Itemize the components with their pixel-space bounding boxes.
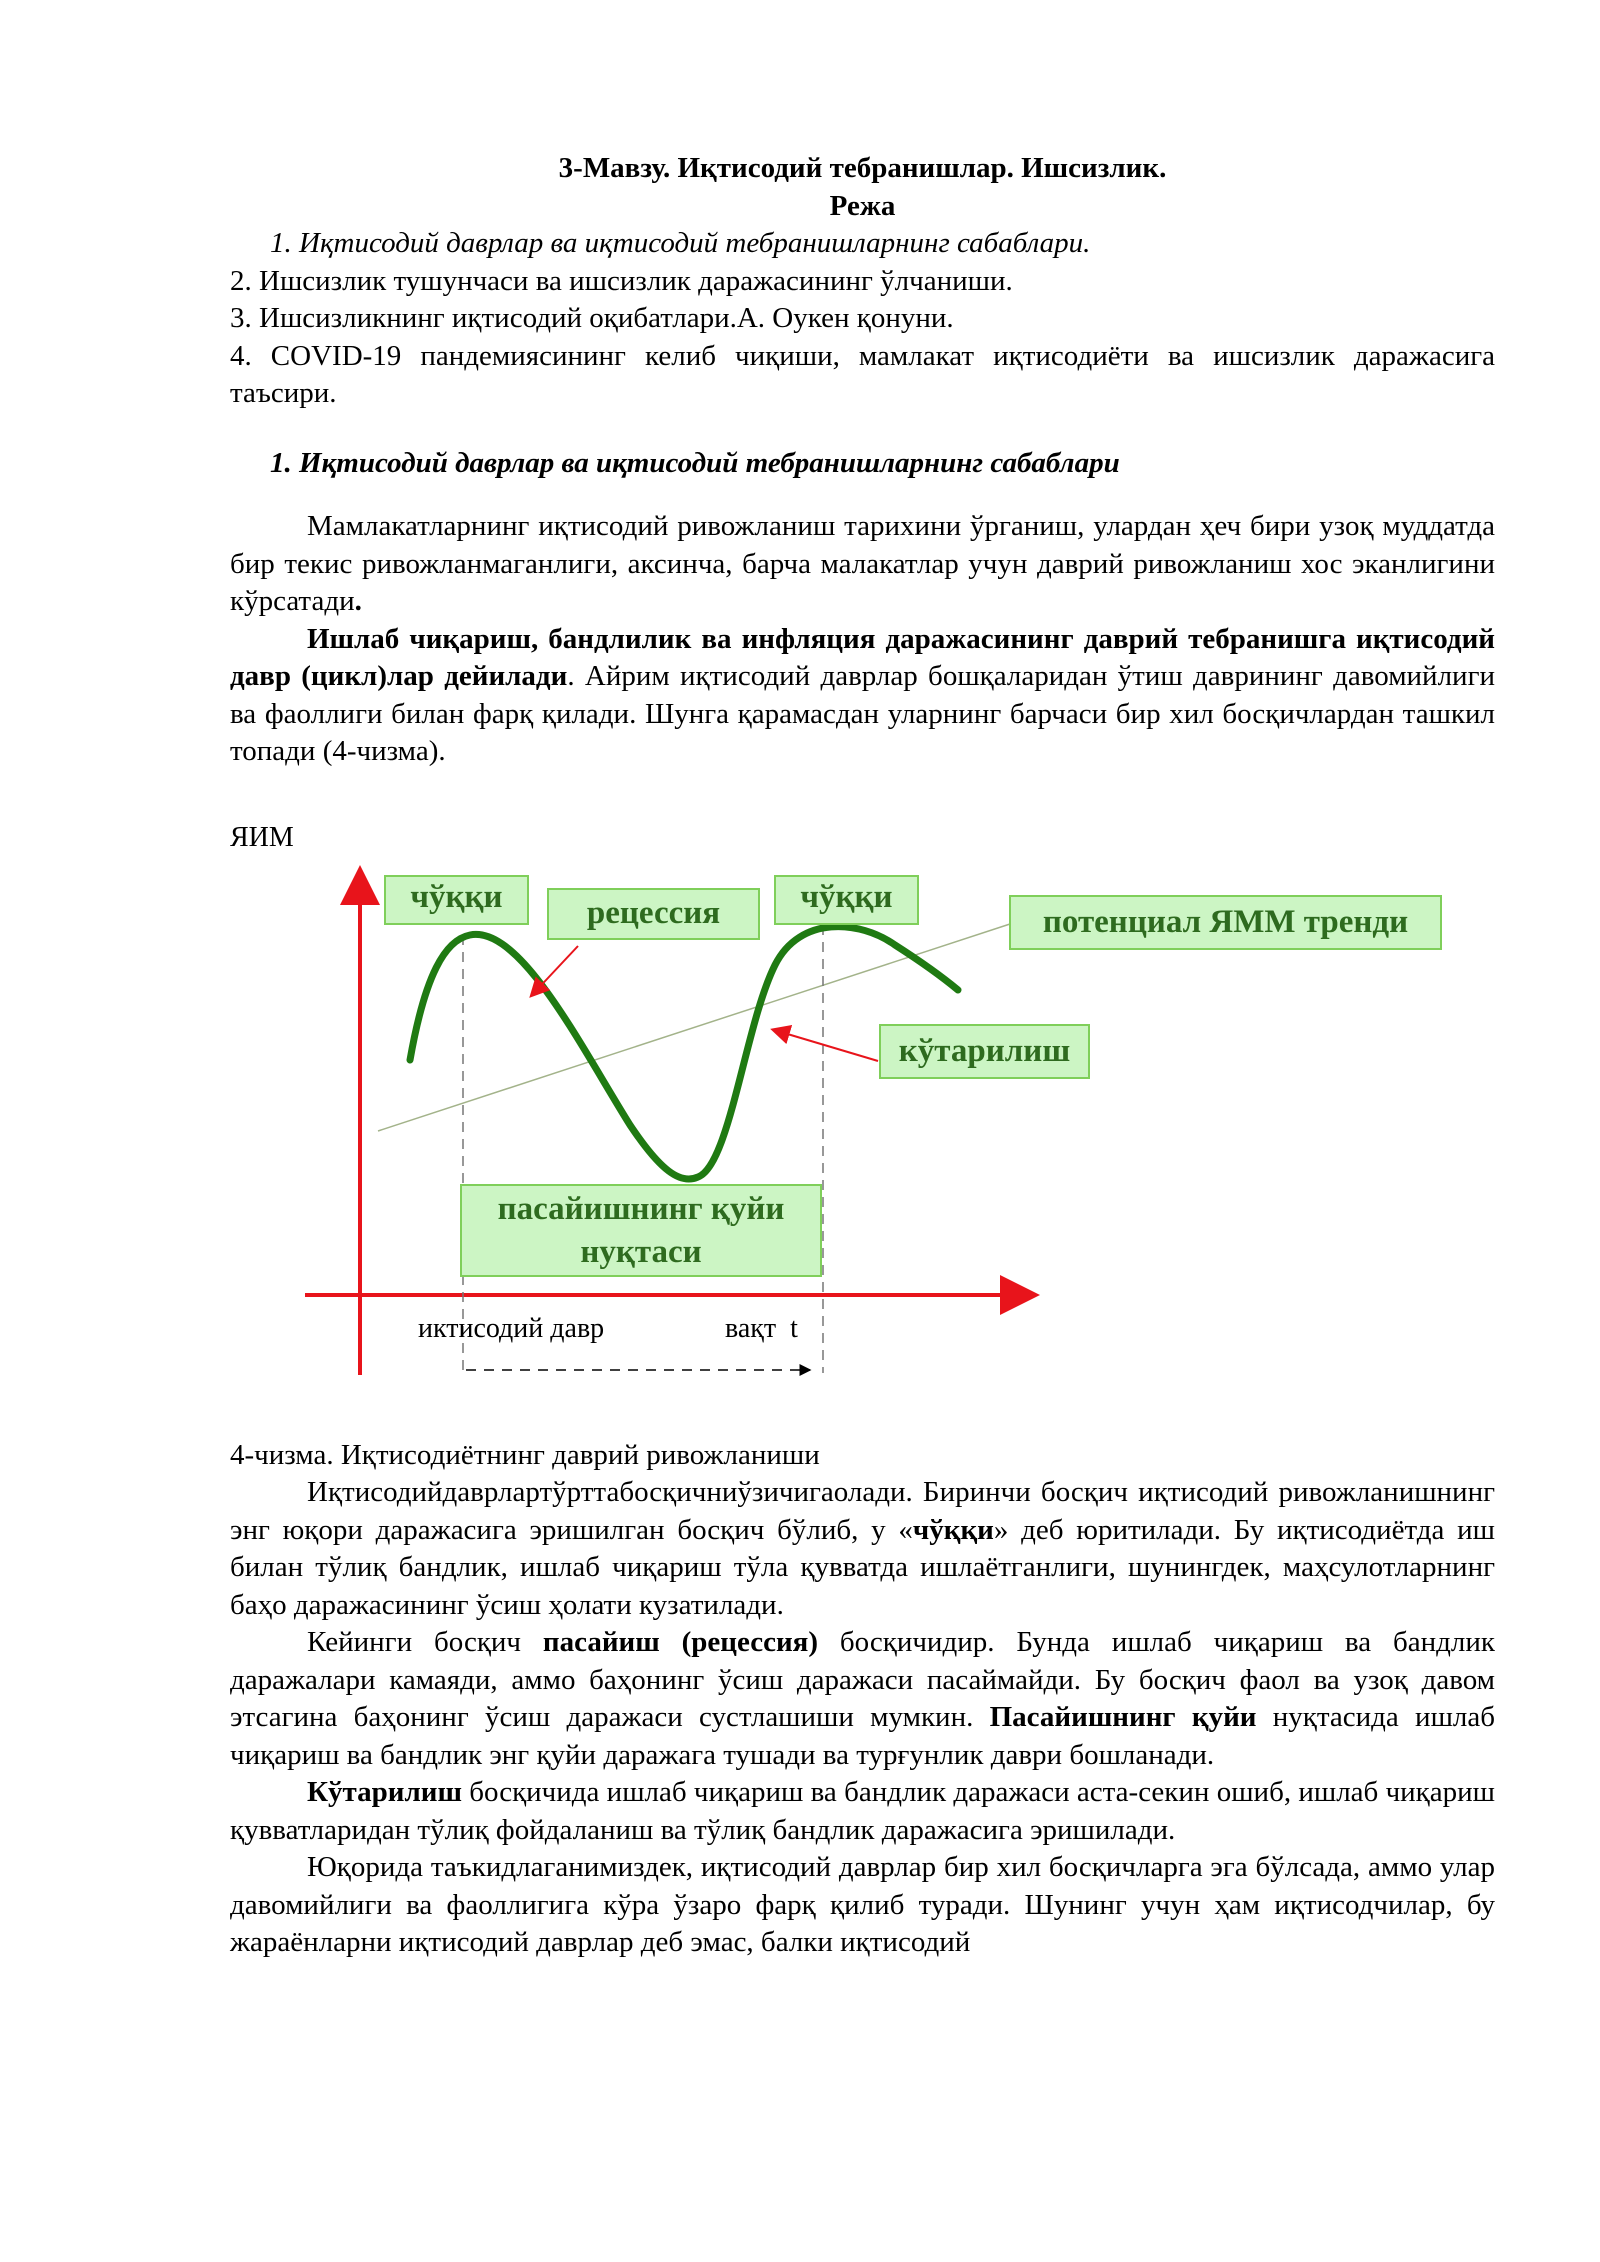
recession-label: рецессия <box>547 888 760 940</box>
trend-label: потенциал ЯММ тренди <box>1009 895 1442 950</box>
paragraph-4: Кейинги босқич пасайиш (рецессия) босқичидир. Бунда ишлаб чиқариш ва бандлик даражалари камаяди, аммо баҳонинг ўсиш даражаси пасаймайди. Бу босқич фаол ва узоқ давом этсагина баҳонинг ўсиш даражаси сустлашиши мумкин. Пасайишнинг қуйи нуқтасида ишлаб чиқариш ва бандлик энг қуйи даражага тушади ва турғунлик даври бошланади. <box>230 1626 1496 1771</box>
paragraph-6: Юқорида таъкидлаганимиздек, иқтисодий даврлар бир хил босқичларга эга бўлсада, аммо улар давомийлиги ва фаоллигига кўра ўзаро фарқ қилиб туради. Шунинг учун ҳам иқтисодчилар, бу жараёнларни иқтисодий даврлар деб эмас, балки иқтисодий <box>230 1851 1495 1958</box>
plan-heading: Режа <box>829 189 896 222</box>
recovery-pointer-arrow <box>774 1030 878 1061</box>
paragraph-2: Ишлаб чиқариш, бандлилик ва инфляция даражасининг даврий тебранишга иқтисодий давр (цикл)лар дейилади. Айрим иқтисодий даврлар бошқаларидан ўтиш даврининг давомийлиги ва фаоллиги билан фарқ қилади. Шунга қарамасдан уларнинг барчаси бир хил босқичлардан ташкил топади (4-чизма). <box>230 622 1495 767</box>
economic-cycle-figure <box>230 821 1495 1415</box>
paragraph-3: Иқтисодийдаврлартўрттабосқичниўзичигаолади. Биринчи босқич иқтисодий ривожланишнинг энг юқори даражасига эришилган босқич бўлиб, у «чўққи» деб юритилади. Бу иқтисодиётда иш билан тўлиқ бандлик, ишлаб чиқариш тўла қувватда ишлаётганлиги, шунингдек, маҳсулотларнинг баҳо даражасининг ўсиш ҳолати кузатилади. <box>230 1476 1495 1621</box>
plan-item-4: 4. COVID-19 пандемиясининг келиб чиқиши, мамлакат иқтисодиёти ва ишсизлик даражасига таъсири. <box>230 339 1495 409</box>
recovery-label: кўтарилиш <box>879 1024 1090 1079</box>
section-heading: 1. Иқтисодий даврлар ва иқтисодий тебранишларнинг сабаблари <box>270 446 1120 479</box>
document-title: 3-Мавзу. Иқтисодий тебранишлар. Ишсизлик. <box>558 152 1167 184</box>
plan-item-3: 3. Ишсизликнинг иқтисодий оқибатлари.А. Оукен қонуни. <box>230 302 954 334</box>
trough-label: пасайишнинг қуйи нуқтаси <box>460 1184 822 1277</box>
plan-item-2: 2. Ишсизлик тушунчаси ва ишсизлик даражасининг ўлчаниши. <box>230 264 1013 297</box>
peak-label-2: чўққи <box>774 875 919 925</box>
x-axis-time-label: вақт t <box>725 1312 798 1344</box>
x-axis-cycle-label: иктисодий давр <box>418 1312 605 1344</box>
recession-pointer-arrow <box>532 946 578 995</box>
y-axis-label: ЯИМ <box>230 821 294 853</box>
peak-label-1: чўққи <box>384 875 529 925</box>
paragraph-1: Мамлакатларнинг иқтисодий ривожланиш тарихини ўрганиш, улардан ҳеч бири узоқ муддатда бир текис ривожланмаганлиги, аксинча, барча малакатлар учун даврий ривожланиш хос эканлигини кўрсатади. <box>230 510 1495 617</box>
business-cycle-curve <box>410 926 958 1178</box>
plan-item-1: 1. Иқтисодий даврлар ва иқтисодий тебранишларнинг сабаблари. <box>270 227 1091 259</box>
figure-caption: 4-чизма. Иқтисодиётнинг даврий ривожланиши <box>230 1438 820 1471</box>
paragraph-5: Кўтарилиш босқичида ишлаб чиқариш ва бандлик даражаси аста-секин ошиб, ишлаб чиқариш қувватларидан тўлиқ фойдаланиш ва тўлиқ бандлик даражасига эришилади. <box>230 1776 1495 1846</box>
document-page <box>230 150 1495 1962</box>
